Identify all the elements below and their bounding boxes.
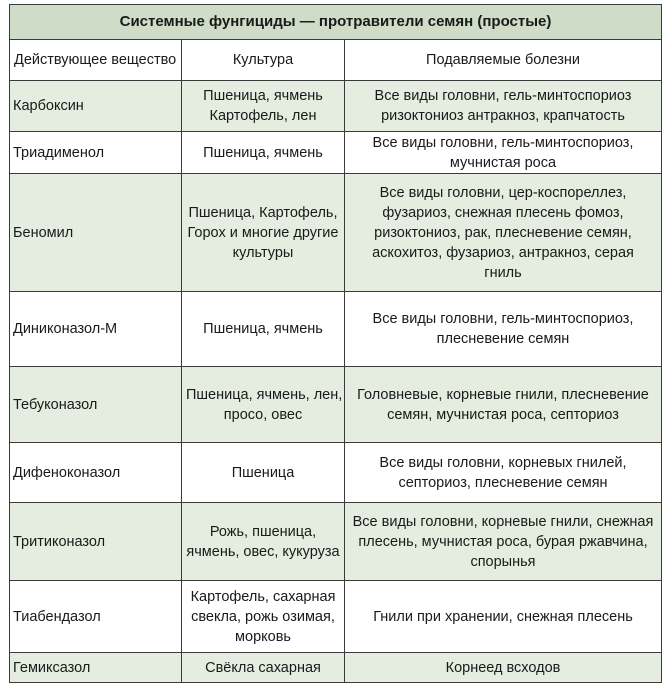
disease-line: ризоктониоз антракноз, крапчатость (381, 108, 625, 124)
substance-cell: Диниконазол-М (10, 292, 182, 367)
disease-line: Головневые, корневые гнили, плесневение (357, 386, 649, 403)
substance-cell: Гемиксазол (10, 653, 182, 683)
diseases-cell (345, 174, 662, 292)
substance-cell: Дифеноконазол (10, 443, 182, 503)
diseases-cell (345, 132, 662, 174)
crop-line: ячмень, овес, кукуруза (186, 543, 340, 560)
table-row (10, 443, 662, 503)
disease-line: фузариоз, снежная плесень фомоз, (382, 204, 624, 221)
crop-line: Пшеница, Картофель, (188, 204, 338, 221)
disease-line: Все виды головни, цер-коспореллез, (379, 184, 627, 201)
disease-line: Все виды головни, гель-минтоспориоз, (372, 311, 634, 327)
disease-line: ризоктониоз, рак, плесневение семян, (374, 224, 632, 241)
substance-cell: Беномил (10, 174, 182, 292)
disease-line: спорынья (470, 553, 536, 570)
crop-cell (182, 132, 345, 174)
crop-line: Рожь, пшеница, (209, 523, 317, 540)
crop-cell (182, 367, 345, 443)
crop-line: Пшеница, ячмень (203, 144, 323, 161)
disease-line: аскохитоз, фузариоз, антракноз, серая (372, 244, 634, 261)
crop-line: просо, овес (223, 406, 303, 423)
disease-line: мучнистая роса (449, 154, 557, 171)
table-row (10, 367, 662, 443)
disease-line: семян, мучнистая роса, септориоз (387, 406, 619, 423)
diseases-cell (345, 443, 662, 503)
table-row (10, 503, 662, 581)
disease-line: плесневение семян (436, 331, 570, 347)
table-row (10, 132, 662, 174)
crop-line: Картофель, сахарная (190, 588, 336, 605)
crop-cell (182, 81, 345, 132)
crop-line: Пшеница, ячмень (203, 88, 323, 104)
crop-line: свекла, рожь озимая, (191, 608, 335, 625)
fungicide-table (9, 4, 662, 683)
table-title: Системные фунгициды — протравители семян (простые) (10, 5, 662, 40)
disease-line: Корнеед всходов (445, 659, 561, 676)
disease-line: гниль (484, 264, 522, 281)
header-row (10, 40, 662, 81)
disease-line: Гнили при хранении, снежная плесень (373, 608, 633, 625)
diseases-cell (345, 81, 662, 132)
header-crop: Культура (182, 40, 345, 81)
header-substance: Действующее вещество (10, 40, 182, 81)
disease-line: Все виды головни, корневых гнилей, (379, 454, 627, 471)
substance-cell: Тиабендазол (10, 581, 182, 653)
crop-line: культуры (232, 244, 294, 261)
table-row (10, 653, 662, 683)
substance-cell: Тебуконазол (10, 367, 182, 443)
crop-cell (182, 292, 345, 367)
substance-cell: Карбоксин (10, 81, 182, 132)
table-row (10, 174, 662, 292)
substance-cell: Тритиконазол (10, 503, 182, 581)
crop-cell (182, 653, 345, 683)
crop-line: Пшеница, ячмень (203, 321, 323, 337)
diseases-cell (345, 503, 662, 581)
crop-line: Горох и многие другие (187, 224, 339, 241)
crop-line: Картофель, лен (209, 108, 317, 124)
substance-cell: Триадименол (10, 132, 182, 174)
crop-cell (182, 503, 345, 581)
disease-line: септориоз, плесневение семян (398, 474, 608, 491)
crop-cell (182, 443, 345, 503)
table-title-row (10, 5, 662, 40)
crop-line: морковь (235, 628, 291, 645)
table-row (10, 81, 662, 132)
disease-line: Все виды головни, корневые гнили, снежная (352, 513, 654, 530)
disease-line: плесень, мучнистая роса, бурая ржавчина, (358, 533, 648, 550)
crop-line: Свёкла сахарная (205, 659, 321, 676)
table-row (10, 581, 662, 653)
diseases-cell (345, 367, 662, 443)
diseases-cell (345, 292, 662, 367)
disease-line: Все виды головни, гель-минтоспориоз, (372, 134, 634, 151)
diseases-cell (345, 581, 662, 653)
crop-line: Пшеница (231, 464, 295, 481)
crop-line: Пшеница, ячмень, лен, (186, 386, 343, 403)
diseases-cell (345, 653, 662, 683)
crop-cell (182, 581, 345, 653)
crop-cell (182, 174, 345, 292)
table-row (10, 292, 662, 367)
header-diseases: Подавляемые болезни (345, 40, 662, 81)
disease-line: Все виды головни, гель-минтоспориоз (374, 88, 632, 104)
